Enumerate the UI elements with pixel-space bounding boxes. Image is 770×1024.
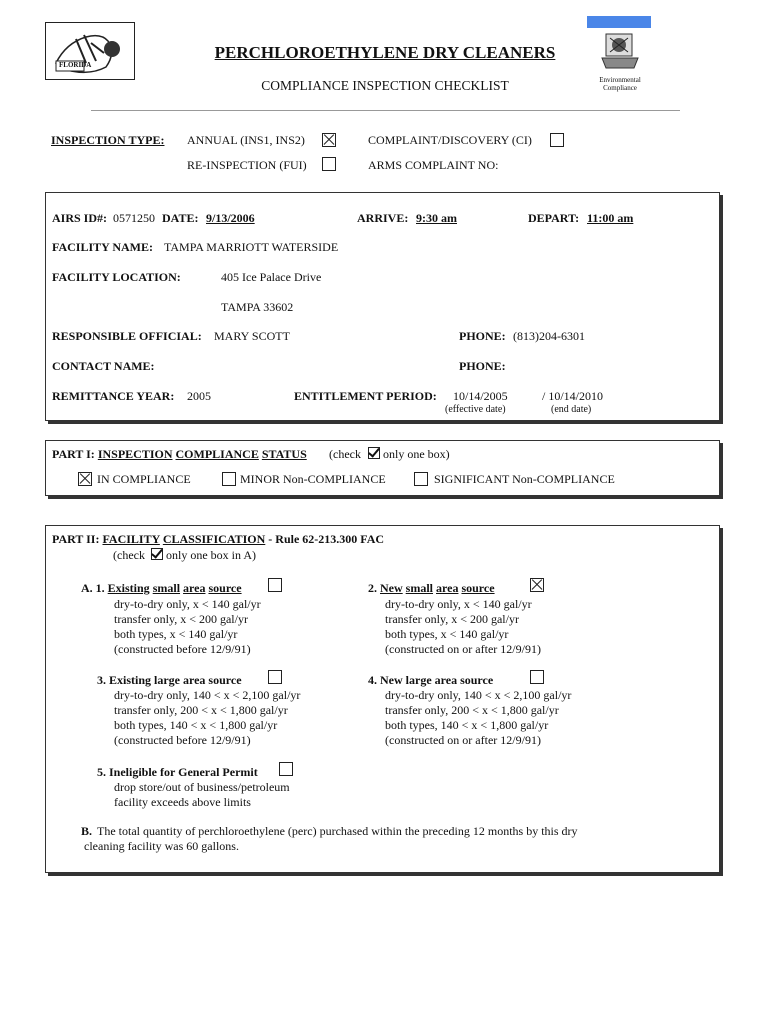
significant-label: SIGNIFICANT Non-COMPLIANCE — [434, 472, 615, 486]
arrive-label: ARRIVE: — [357, 211, 409, 225]
florida-logo-text: FLORIDA — [59, 61, 92, 69]
a3-line: transfer only, 200 < x < 1,800 gal/yr — [114, 703, 288, 717]
a4-num: 4. — [368, 673, 377, 687]
reinspection-label: RE-INSPECTION (FUI) — [187, 158, 307, 172]
inspection-type-label: INSPECTION TYPE: — [51, 133, 165, 147]
effective-date-value: 10/14/2005 — [453, 389, 508, 403]
address-line2: TAMPA 33602 — [221, 300, 294, 314]
a4-checkbox[interactable] — [530, 670, 544, 684]
a1-checkbox[interactable] — [268, 578, 282, 592]
annual-label: ANNUAL (INS1, INS2) — [187, 133, 305, 147]
part2-heading — [52, 532, 384, 547]
a3-line: (constructed before 12/9/91) — [114, 733, 251, 747]
a4-line: both types, 140 < x < 1,800 gal/yr — [385, 718, 549, 732]
part2-prefix: PART II: — [52, 532, 100, 546]
entitlement-label: ENTITLEMENT PERIOD: — [294, 389, 437, 403]
facility-location-label: FACILITY LOCATION: — [52, 270, 181, 284]
remittance-value: 2005 — [187, 389, 211, 403]
a3-num: 3. — [97, 673, 106, 687]
part1-word1: INSPECTION — [97, 447, 173, 461]
a5-line: facility exceeds above limits — [114, 795, 251, 809]
b-line1: The total quantity of perchloroethylene (perc) purchased within the preceding 12 months by this dry — [97, 824, 578, 838]
a1-line: both types, x < 140 gal/yr — [114, 627, 238, 641]
annual-checkbox[interactable] — [322, 133, 336, 147]
a1-num: A. 1. — [81, 581, 105, 595]
a2-line: both types, x < 140 gal/yr — [385, 627, 509, 641]
a1-w4: source — [208, 581, 242, 595]
part1-check-text: (check — [329, 447, 361, 461]
part2-check-icon — [151, 548, 163, 560]
a5-heading — [97, 765, 258, 780]
in-compliance-label: IN COMPLIANCE — [97, 472, 191, 486]
a5-line: drop store/out of business/petroleum — [114, 780, 290, 794]
a2-line: transfer only, x < 200 gal/yr — [385, 612, 519, 626]
remittance-label: REMITTANCE YEAR: — [52, 389, 175, 403]
a2-w4: source — [461, 581, 495, 595]
depart-label: DEPART: — [528, 211, 580, 225]
part2-panel — [45, 525, 720, 873]
facility-panel — [45, 192, 720, 421]
facility-name-value: TAMPA MARRIOTT WATERSIDE — [164, 240, 339, 254]
minor-label: MINOR Non-COMPLIANCE — [240, 472, 386, 486]
a2-w1: New — [380, 581, 403, 595]
page-subtitle: COMPLIANCE INSPECTION CHECKLIST — [261, 78, 509, 93]
phone-label: PHONE: — [459, 329, 506, 343]
a4-line: dry-to-dry only, 140 < x < 2,100 gal/yr — [385, 688, 572, 702]
a4-line: transfer only, 200 < x < 1,800 gal/yr — [385, 703, 559, 717]
part1-check-icon — [368, 447, 380, 459]
part2-check-tail: only one box in A) — [166, 548, 256, 562]
part1-word3: STATUS — [261, 447, 307, 461]
arms-complaint-label: ARMS COMPLAINT NO: — [368, 158, 499, 172]
complaint-label: COMPLAINT/DISCOVERY (CI) — [368, 133, 532, 147]
part2-rule: - Rule 62-213.300 FAC — [268, 532, 385, 546]
arrive-value: 9:30 am — [416, 211, 457, 225]
effective-date-caption: (effective date) — [445, 404, 506, 415]
a2-w3: area — [436, 581, 459, 595]
contact-label: CONTACT NAME: — [52, 359, 155, 373]
a2-line: dry-to-dry only, x < 140 gal/yr — [385, 597, 532, 611]
part2-check-text: (check — [113, 548, 145, 562]
a1-line: transfer only, x < 200 gal/yr — [114, 612, 248, 626]
date-label: DATE: — [162, 211, 199, 225]
a4-heading — [368, 673, 493, 688]
complaint-checkbox[interactable] — [550, 133, 564, 147]
airs-value: 0571250 — [113, 211, 155, 225]
phone-value: (813)204-6301 — [513, 329, 585, 343]
a3-checkbox[interactable] — [268, 670, 282, 684]
part1-check-tail: only one box) — [383, 447, 450, 461]
a3-label: Existing large area source — [109, 673, 242, 687]
a5-num: 5. — [97, 765, 106, 779]
end-date-caption: (end date) — [551, 404, 592, 415]
a1-w1: Existing — [107, 581, 150, 595]
date-value: 9/13/2006 — [206, 211, 255, 225]
minor-checkbox[interactable] — [222, 472, 236, 486]
end-date-value: / 10/14/2010 — [542, 389, 604, 403]
part1-word2: COMPLIANCE — [175, 447, 259, 461]
a3-heading — [97, 673, 242, 688]
part1-prefix: PART I: — [52, 447, 95, 461]
phone2-label: PHONE: — [459, 359, 506, 373]
a2-checkbox[interactable] — [530, 578, 544, 592]
official-value: MARY SCOTT — [214, 329, 290, 343]
environmental-compliance-text: Environmental Compliance — [599, 76, 641, 92]
a2-heading — [368, 581, 495, 596]
b-line2: cleaning facility was 60 gallons. — [84, 839, 239, 853]
significant-checkbox[interactable] — [414, 472, 428, 486]
reinspection-checkbox[interactable] — [322, 157, 336, 171]
a2-num: 2. — [368, 581, 377, 595]
part1-heading — [52, 447, 307, 462]
a5-checkbox[interactable] — [279, 762, 293, 776]
address-line1: 405 Ice Palace Drive — [221, 270, 322, 284]
a3-line: both types, 140 < x < 1,800 gal/yr — [114, 718, 278, 732]
a1-line: (constructed before 12/9/91) — [114, 642, 251, 656]
a3-line: dry-to-dry only, 140 < x < 2,100 gal/yr — [114, 688, 301, 702]
in-compliance-checkbox[interactable] — [78, 472, 92, 486]
page-title: PERCHLOROETHYLENE DRY CLEANERS — [214, 43, 556, 62]
part2-word2: CLASSIFICATION — [162, 532, 266, 546]
official-label: RESPONSIBLE OFFICIAL: — [52, 329, 202, 343]
part1-panel — [45, 440, 720, 496]
a4-label: New large area source — [380, 673, 494, 687]
header-divider — [91, 110, 680, 111]
a1-heading — [81, 581, 242, 596]
depart-value: 11:00 am — [587, 211, 634, 225]
part2-word1: FACILITY — [102, 532, 160, 546]
a4-line: (constructed on or after 12/9/91) — [385, 733, 541, 747]
facility-name-label: FACILITY NAME: — [52, 240, 153, 254]
airs-label: AIRS ID#: — [52, 211, 108, 225]
blue-bar — [587, 16, 651, 28]
b-label: B. — [81, 824, 93, 838]
a1-line: dry-to-dry only, x < 140 gal/yr — [114, 597, 261, 611]
a1-w2: small — [152, 581, 181, 595]
a2-w2: small — [405, 581, 434, 595]
a2-line: (constructed on or after 12/9/91) — [385, 642, 541, 656]
a1-w3: area — [183, 581, 206, 595]
a5-label: Ineligible for General Permit — [109, 765, 258, 779]
